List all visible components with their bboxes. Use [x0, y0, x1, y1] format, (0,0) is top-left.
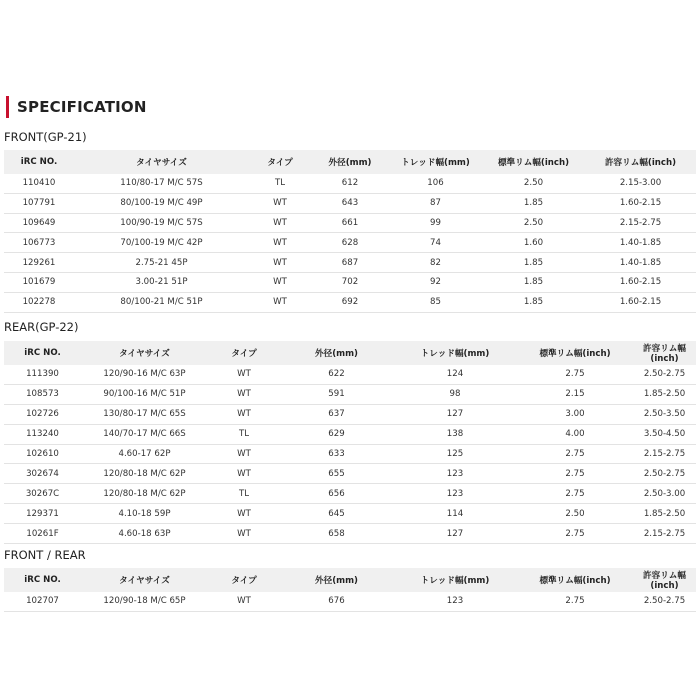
column-header: 外径(mm): [280, 341, 393, 365]
table-cell: 113240: [4, 424, 81, 444]
column-header: タイヤサイズ: [81, 568, 208, 592]
table-cell: 102726: [4, 404, 81, 424]
table-row: [4, 193, 696, 213]
table-cell: 3.50-4.50: [633, 424, 696, 444]
table-cell: 87: [389, 193, 482, 213]
table-cell: 1.85: [482, 253, 585, 273]
table-cell: 1.85: [482, 272, 585, 292]
table-cell: 120/80-18 M/C 62P: [81, 484, 208, 504]
table-cell: 658: [280, 524, 393, 544]
table-cell: 1.85: [482, 292, 585, 312]
table-cell: 1.60-2.15: [585, 272, 696, 292]
table-cell: 302674: [4, 464, 81, 484]
table-row: [4, 444, 696, 464]
table-cell: 1.60: [482, 233, 585, 253]
table-cell: WT: [249, 193, 311, 213]
table-cell: 702: [311, 272, 389, 292]
table-cell: 2.50-3.00: [633, 484, 696, 504]
column-header: タイヤサイズ: [81, 341, 208, 365]
table-cell: 101679: [4, 272, 74, 292]
table-cell: 2.15: [517, 384, 633, 404]
table-cell: 120/80-18 M/C 62P: [81, 464, 208, 484]
table-cell: WT: [249, 233, 311, 253]
table-cell: 123: [393, 484, 517, 504]
table-cell: 85: [389, 292, 482, 312]
table-cell: 106773: [4, 233, 74, 253]
table-cell: 2.50-2.75: [633, 592, 696, 611]
table-row: [4, 213, 696, 233]
column-header: タイプ: [208, 568, 280, 592]
table-cell: 2.50-2.75: [633, 365, 696, 384]
table-cell: 2.50-3.50: [633, 404, 696, 424]
table-cell: 100/90-19 M/C 57S: [74, 213, 249, 233]
column-header: タイヤサイズ: [74, 150, 249, 174]
table-cell: 1.40-1.85: [585, 233, 696, 253]
table-cell: 129261: [4, 253, 74, 273]
table-cell: 98: [393, 384, 517, 404]
table-row: [4, 504, 696, 524]
table-row: [4, 384, 696, 404]
column-header: iRC NO.: [4, 568, 81, 592]
table-row: [4, 233, 696, 253]
table-cell: 99: [389, 213, 482, 233]
table-cell: 4.60-17 62P: [81, 444, 208, 464]
table-header-row: [4, 150, 696, 174]
table-cell: 3.00: [517, 404, 633, 424]
table-cell: 108573: [4, 384, 81, 404]
table-cell: 10261F: [4, 524, 81, 544]
column-header: 許容リム幅(inch): [585, 150, 696, 174]
table-cell: 111390: [4, 365, 81, 384]
column-header: 外径(mm): [280, 568, 393, 592]
table-cell: 1.85-2.50: [633, 384, 696, 404]
table-cell: 591: [280, 384, 393, 404]
rear-spec-table: [4, 341, 696, 544]
table-cell: 120/90-18 M/C 65P: [81, 592, 208, 611]
table-cell: 637: [280, 404, 393, 424]
column-header: 標準リム幅(inch): [517, 341, 633, 365]
section-title-front-rear: FRONT / REAR: [4, 548, 86, 562]
table-cell: 102610: [4, 444, 81, 464]
table-cell: TL: [249, 174, 311, 193]
table-cell: WT: [208, 404, 280, 424]
table-cell: 127: [393, 524, 517, 544]
page-title: SPECIFICATION: [17, 98, 147, 116]
column-header: iRC NO.: [4, 150, 74, 174]
table-cell: 107791: [4, 193, 74, 213]
table-cell: 629: [280, 424, 393, 444]
table-cell: 2.15-2.75: [633, 524, 696, 544]
table-row: [4, 365, 696, 384]
table-cell: TL: [208, 484, 280, 504]
table-cell: 123: [393, 592, 517, 611]
table-cell: 3.00-21 51P: [74, 272, 249, 292]
section-title-rear: REAR(GP-22): [4, 320, 79, 334]
column-header: トレッド幅(mm): [393, 341, 517, 365]
table-cell: 643: [311, 193, 389, 213]
table-cell: 2.75-21 45P: [74, 253, 249, 273]
table-cell: WT: [249, 213, 311, 233]
table-cell: 2.75: [517, 524, 633, 544]
table-cell: 1.85: [482, 193, 585, 213]
table-row: [4, 292, 696, 312]
column-header: タイプ: [249, 150, 311, 174]
table-cell: WT: [208, 524, 280, 544]
table-row: [4, 424, 696, 444]
table-cell: 4.10-18 59P: [81, 504, 208, 524]
column-header: トレッド幅(mm): [393, 568, 517, 592]
column-header: トレッド幅(mm): [389, 150, 482, 174]
table-cell: 676: [280, 592, 393, 611]
table-cell: 2.15-2.75: [633, 444, 696, 464]
table-cell: 2.15-3.00: [585, 174, 696, 193]
table-cell: 661: [311, 213, 389, 233]
table-cell: WT: [208, 384, 280, 404]
table-cell: 2.50: [482, 174, 585, 193]
table-cell: 80/100-19 M/C 49P: [74, 193, 249, 213]
table-cell: 80/100-21 M/C 51P: [74, 292, 249, 312]
column-header: 標準リム幅(inch): [482, 150, 585, 174]
table-cell: WT: [208, 592, 280, 611]
table-row: [4, 174, 696, 193]
table-cell: 628: [311, 233, 389, 253]
table-cell: 90/100-16 M/C 51P: [81, 384, 208, 404]
table-cell: 110/80-17 M/C 57S: [74, 174, 249, 193]
table-cell: 74: [389, 233, 482, 253]
table-cell: 125: [393, 444, 517, 464]
table-cell: 106: [389, 174, 482, 193]
column-header: 標準リム幅(inch): [517, 568, 633, 592]
table-cell: 124: [393, 365, 517, 384]
table-row: [4, 253, 696, 273]
table-cell: 612: [311, 174, 389, 193]
table-cell: 645: [280, 504, 393, 524]
table-cell: 1.40-1.85: [585, 253, 696, 273]
table-cell: 92: [389, 272, 482, 292]
column-header: 外径(mm): [311, 150, 389, 174]
table-cell: 2.75: [517, 444, 633, 464]
table-row: [4, 272, 696, 292]
table-cell: 633: [280, 444, 393, 464]
front-spec-table: [4, 150, 696, 313]
table-cell: 656: [280, 484, 393, 504]
table-cell: 2.75: [517, 365, 633, 384]
table-cell: 1.60-2.15: [585, 193, 696, 213]
table-cell: 2.50-2.75: [633, 464, 696, 484]
table-cell: 82: [389, 253, 482, 273]
table-cell: 622: [280, 365, 393, 384]
table-cell: 2.75: [517, 464, 633, 484]
table-cell: 2.50: [482, 213, 585, 233]
table-cell: 1.60-2.15: [585, 292, 696, 312]
column-header: タイプ: [208, 341, 280, 365]
table-cell: 102707: [4, 592, 81, 611]
table-row: [4, 484, 696, 504]
table-cell: 114: [393, 504, 517, 524]
table-cell: 30267C: [4, 484, 81, 504]
table-cell: 70/100-19 M/C 42P: [74, 233, 249, 253]
table-cell: 127: [393, 404, 517, 424]
table-cell: 2.50: [517, 504, 633, 524]
table-cell: 138: [393, 424, 517, 444]
table-cell: 123: [393, 464, 517, 484]
table-cell: WT: [208, 444, 280, 464]
column-header: iRC NO.: [4, 341, 81, 365]
table-header-row: [4, 341, 696, 365]
table-cell: 110410: [4, 174, 74, 193]
table-row: [4, 524, 696, 544]
table-row: [4, 592, 696, 611]
table-cell: WT: [249, 272, 311, 292]
table-cell: 692: [311, 292, 389, 312]
table-cell: WT: [208, 504, 280, 524]
table-row: [4, 464, 696, 484]
table-cell: WT: [249, 292, 311, 312]
table-cell: TL: [208, 424, 280, 444]
column-header: 許容リム幅(inch): [633, 341, 696, 365]
table-row: [4, 404, 696, 424]
table-cell: WT: [208, 365, 280, 384]
table-cell: WT: [249, 253, 311, 273]
table-cell: 2.15-2.75: [585, 213, 696, 233]
table-cell: 102278: [4, 292, 74, 312]
table-cell: 655: [280, 464, 393, 484]
table-cell: 1.85-2.50: [633, 504, 696, 524]
table-cell: 130/80-17 M/C 65S: [81, 404, 208, 424]
table-cell: 120/90-16 M/C 63P: [81, 365, 208, 384]
table-cell: 687: [311, 253, 389, 273]
heading-accent-bar: [6, 96, 9, 118]
section-title-front: FRONT(GP-21): [4, 130, 87, 144]
table-cell: 2.75: [517, 484, 633, 504]
table-cell: 129371: [4, 504, 81, 524]
front-rear-spec-table: [4, 568, 696, 612]
table-cell: 4.00: [517, 424, 633, 444]
table-cell: 2.75: [517, 592, 633, 611]
table-header-row: [4, 568, 696, 592]
table-cell: 140/70-17 M/C 66S: [81, 424, 208, 444]
table-cell: WT: [208, 464, 280, 484]
table-cell: 109649: [4, 213, 74, 233]
table-cell: 4.60-18 63P: [81, 524, 208, 544]
spec-heading: [6, 96, 147, 118]
column-header: 許容リム幅(inch): [633, 568, 696, 592]
